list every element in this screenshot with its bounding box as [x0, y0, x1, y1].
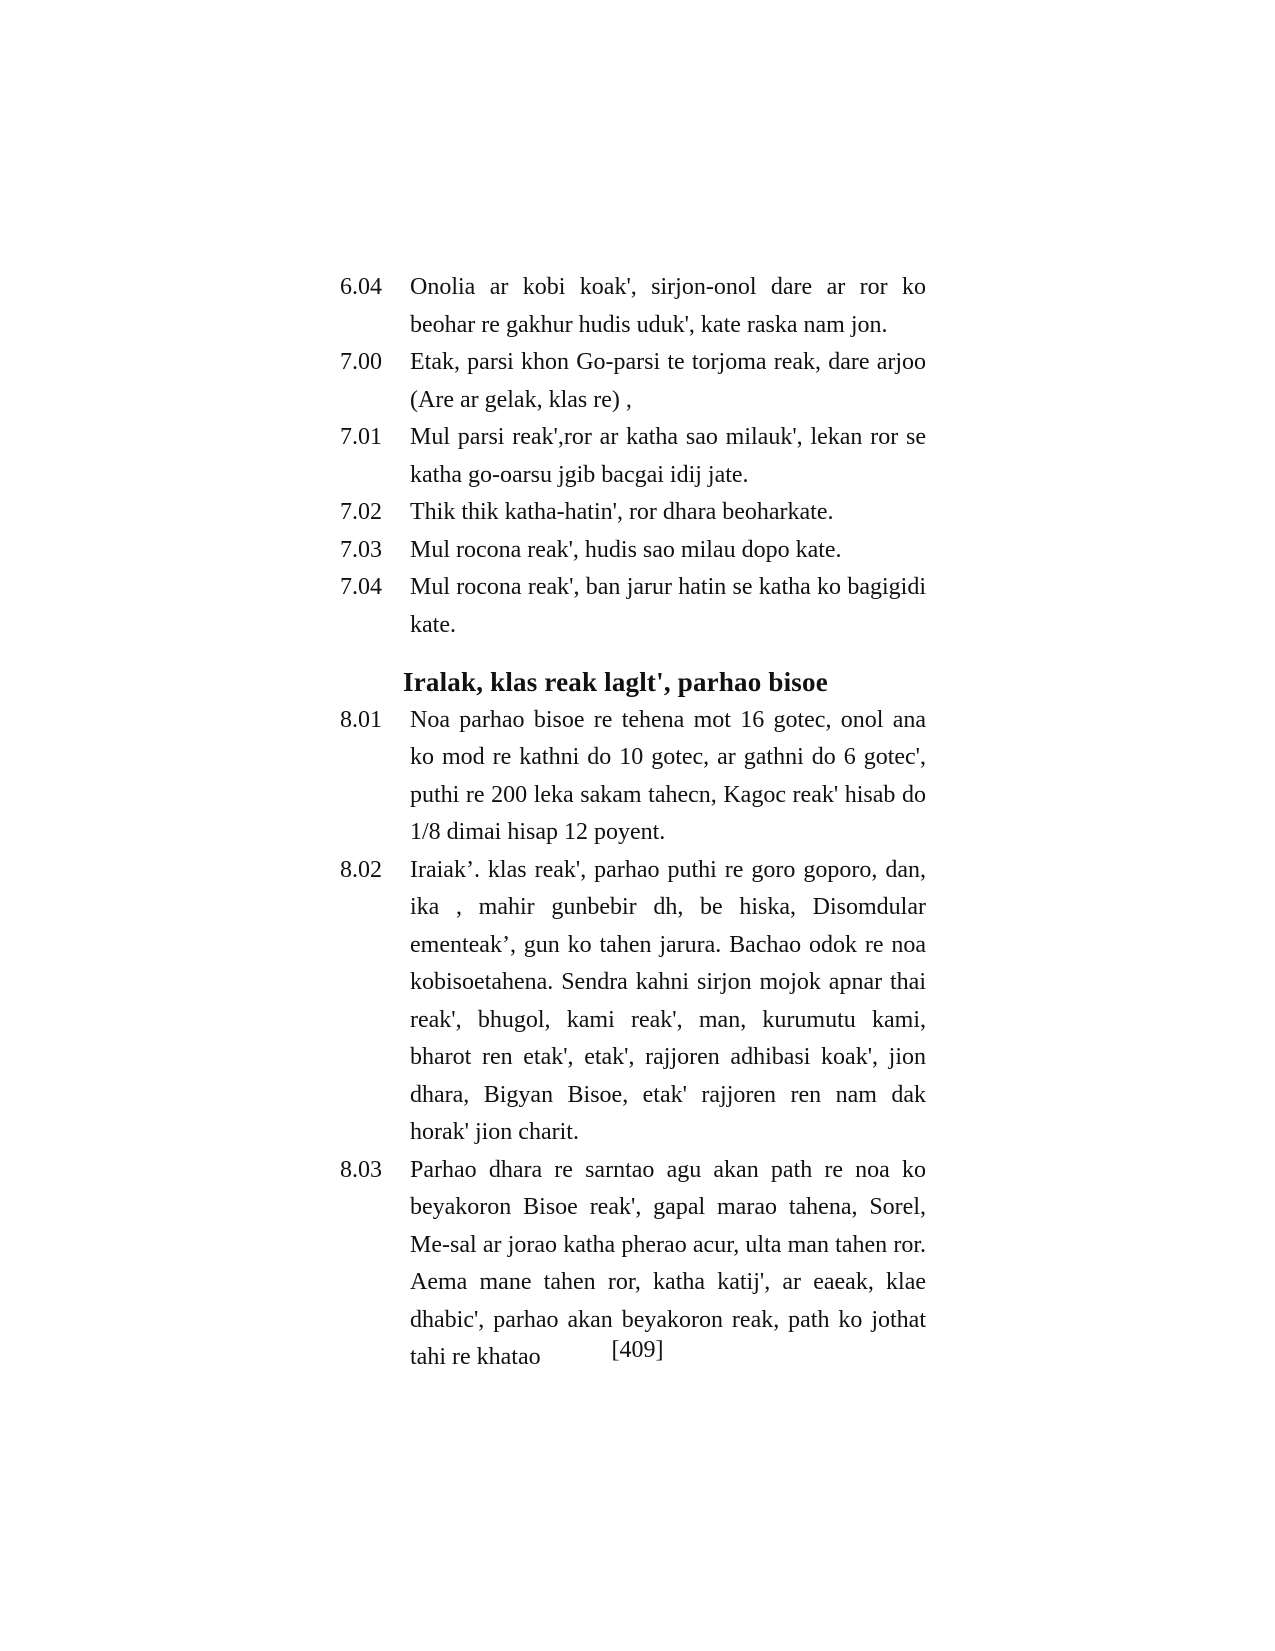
entry-text: Mul rocona reak', hudis sao milau dopo kate. [410, 536, 842, 563]
entry-6-04 [340, 269, 926, 344]
entry-text: Parhao dhara re sarntao agu akan path re noa ko beyakoron Bisoe reak', gapal marao tahena, Sorel, Me-sal ar jorao katha pherao acur, ulta man tahen ror. Aema mane tahen ror, katha katij', ar eaeak, klae dhabic', parhao akan beyakoron reak, path ko jothat tahi re khatao [410, 1156, 926, 1370]
entry-number: 7.02 [340, 499, 382, 525]
entry-number: 8.02 [340, 856, 382, 883]
page-number: [409] [611, 1337, 664, 1363]
entry-number: 6.04 [340, 274, 382, 300]
section-heading: Iralak, klas reak laglt', parhao bisoe [403, 667, 828, 697]
entry-text: Mul rocona reak', ban jarur hatin se katha ko bagigidi kate. [410, 574, 926, 638]
entry-text: Noa parhao bisoe re tehena mot 16 gotec, onol ana ko mod re kathni do 10 gotec, ar gathni do 6 gotec', puthi re 200 leka sakam tahecn, Kagoc reak' hisab do 1/8 dimai hisap 12 poyent. [410, 706, 926, 845]
entry-8-01 [340, 702, 926, 852]
entry-7-02 [340, 494, 926, 532]
entry-number: 7.01 [340, 424, 382, 450]
entry-7-00 [340, 344, 926, 419]
entry-text: Thik thik katha-hatin', ror dhara beoharkate. [410, 499, 834, 525]
entry-7-03 [340, 532, 926, 570]
entry-text: Iraiak’. klas reak', parhao puthi re goro goporo, dan, ika , mahir gunbebir dh, be hiska, Disomdular ementeak’, gun ko tahen jarura. Bachao odok re noa kobisoetahena. Sendra kahni sirjon mojok apnar thai reak', bhugol, kami reak', man, kurumutu kami, bharot ren etak', etak', rajjoren adhibasi koak', jion dhara, Bigyan Bisoe, etak' rajjoren ren nam dak horak' jion charit. [410, 856, 926, 1145]
entry-text: Mul parsi reak',ror ar katha sao milauk', lekan ror se katha go-oarsu jgib bacgai idij jate. [410, 424, 926, 488]
entry-number: 7.00 [340, 349, 382, 375]
entry-text: Etak, parsi khon Go-parsi te torjoma reak, dare arjoo (Are ar gelak, klas re) , [410, 349, 926, 413]
entry-7-04 [340, 569, 926, 644]
text-column [340, 269, 926, 1377]
entry-number: 8.01 [340, 706, 382, 733]
entry-number: 7.03 [340, 536, 382, 563]
entry-number: 7.04 [340, 574, 382, 600]
entry-text: Onolia ar kobi koak', sirjon-onol dare ar ror ko beohar re gakhur hudis uduk', kate raska nam jon. [410, 274, 926, 338]
entry-number: 8.03 [340, 1156, 382, 1183]
entry-7-01 [340, 419, 926, 494]
entry-8-02 [340, 852, 926, 1152]
